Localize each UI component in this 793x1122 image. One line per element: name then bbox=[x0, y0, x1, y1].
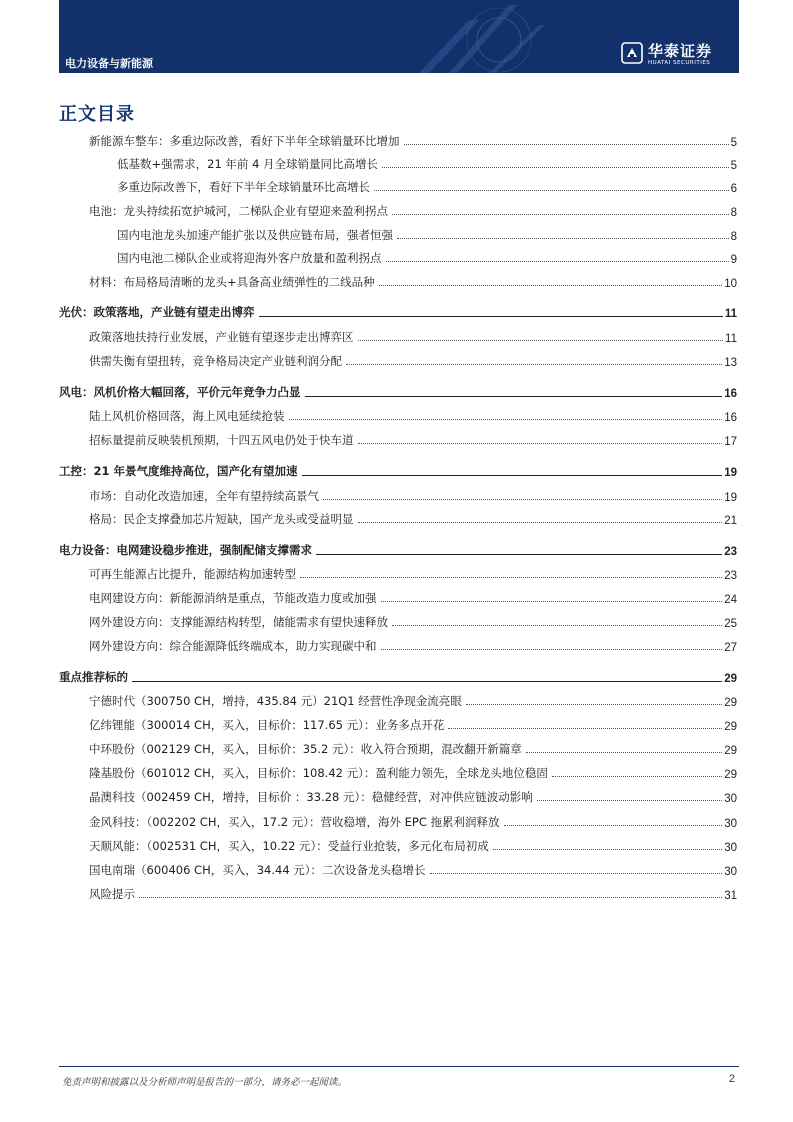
toc-entry[interactable] bbox=[89, 634, 737, 654]
toc-leader-dots bbox=[386, 261, 729, 262]
toc-entry[interactable] bbox=[59, 380, 737, 400]
toc-entry-title: 工控：21 年景气度维持高位，国产化有望加速 bbox=[59, 464, 298, 478]
toc-entry-page: 19 bbox=[724, 492, 737, 504]
toc-entry[interactable] bbox=[89, 484, 737, 504]
toc-leader-dots bbox=[259, 316, 723, 317]
toc-leader-dots bbox=[526, 752, 722, 753]
brand-name-en: HUATAI SECURITIES bbox=[648, 60, 711, 66]
toc-entry-title: 招标量提前反映装机预期，十四五风电仍处于快车道 bbox=[89, 433, 354, 447]
toc-entry-page: 11 bbox=[725, 333, 737, 345]
toc-entry-page: 27 bbox=[724, 642, 737, 654]
toc-entry[interactable] bbox=[59, 665, 737, 685]
toc-entry-title: 国内电池龙头加速产能扩张以及供应链布局，强者恒强 bbox=[117, 228, 393, 242]
toc-entry[interactable] bbox=[89, 199, 737, 219]
toc-entry[interactable] bbox=[117, 246, 737, 266]
toc-entry-page: 10 bbox=[724, 278, 737, 290]
toc-entry-page: 29 bbox=[724, 697, 737, 709]
toc-entry[interactable] bbox=[89, 325, 737, 345]
toc-leader-dots bbox=[552, 776, 722, 777]
toc-leader-dots bbox=[289, 419, 723, 420]
toc-entry[interactable] bbox=[89, 785, 737, 805]
toc-entry-title: 中环股份（002129 CH，买入，目标价：35.2 元）：收入符合预期，混改翻开新篇章 bbox=[89, 742, 522, 756]
toc-leader-dots bbox=[379, 285, 723, 286]
toc-entry-title: 隆基股份（601012 CH，买入，目标价：108.42 元）：盈利能力领先，全球龙头地位稳固 bbox=[89, 766, 548, 780]
toc-leader-dots bbox=[305, 396, 723, 397]
toc-entry[interactable] bbox=[89, 349, 737, 369]
toc-leader-dots bbox=[358, 522, 723, 523]
toc-leader-dots bbox=[139, 897, 722, 898]
toc-entry[interactable] bbox=[89, 810, 737, 830]
toc-entry-title: 格局：民企支撑叠加芯片短缺，国产龙头或受益明显 bbox=[89, 512, 354, 526]
footer-divider bbox=[59, 1066, 739, 1067]
toc-entry[interactable] bbox=[89, 610, 737, 630]
report-section-label: 电力设备与新能源 bbox=[65, 57, 153, 70]
toc-entry-page: 17 bbox=[724, 436, 737, 448]
toc-entry-title: 电池：龙头持续拓宽护城河，二梯队企业有望迎来盈利拐点 bbox=[89, 204, 388, 218]
toc-entry[interactable] bbox=[89, 507, 737, 527]
toc-entry-page: 30 bbox=[724, 818, 737, 830]
toc-title: 正文目录 bbox=[59, 104, 135, 125]
toc-leader-dots bbox=[381, 649, 723, 650]
toc-entry-page: 8 bbox=[730, 207, 737, 219]
toc-entry[interactable] bbox=[89, 737, 737, 757]
toc-leader-dots bbox=[448, 728, 722, 729]
toc-entry-title: 网外建设方向：综合能源降低终端成本，助力实现碳中和 bbox=[89, 639, 377, 653]
toc-leader-dots bbox=[346, 364, 722, 365]
toc-entry[interactable] bbox=[89, 858, 737, 878]
toc-leader-dots bbox=[358, 340, 724, 341]
toc-leader-dots bbox=[358, 443, 723, 444]
toc-entry[interactable] bbox=[89, 713, 737, 733]
toc-entry-title: 重点推荐标的 bbox=[59, 670, 128, 684]
toc-entry-page: 8 bbox=[730, 231, 737, 243]
toc-entry-title: 网外建设方向：支撑能源结构转型，储能需求有望快速释放 bbox=[89, 615, 388, 629]
toc-entry-title: 新能源车整车：多重边际改善，看好下半年全球销量环比增加 bbox=[89, 134, 400, 148]
toc-entry[interactable] bbox=[89, 404, 737, 424]
toc-entry[interactable] bbox=[59, 300, 737, 320]
toc-entry-page: 13 bbox=[724, 357, 737, 369]
toc-leader-dots bbox=[397, 238, 729, 239]
toc-entry[interactable] bbox=[59, 459, 737, 479]
toc-entry-title: 晶澳科技（002459 CH，增持，目标价 ：33.28 元）：稳健经营，对冲供应链波动影响 bbox=[89, 790, 533, 804]
toc-entry-page: 5 bbox=[730, 137, 737, 149]
toc-entry[interactable] bbox=[89, 834, 737, 854]
toc-leader-dots bbox=[392, 625, 722, 626]
toc-entry-title: 国内电池二梯队企业或将迎海外客户放量和盈利拐点 bbox=[117, 251, 382, 265]
toc-leader-dots bbox=[374, 190, 729, 191]
toc-entry[interactable] bbox=[117, 152, 737, 172]
toc-entry[interactable] bbox=[117, 223, 737, 243]
toc-entry[interactable] bbox=[89, 882, 737, 902]
toc-entry[interactable] bbox=[117, 175, 737, 195]
toc-entry[interactable] bbox=[89, 270, 737, 290]
toc-leader-dots bbox=[537, 800, 722, 801]
toc-entry-title: 天顺风能：（002531 CH，买入，10.22 元）：受益行业抢装，多元化布局初成 bbox=[89, 839, 489, 853]
toc-entry-page: 30 bbox=[724, 793, 737, 805]
toc-leader-dots bbox=[493, 849, 722, 850]
toc-entry[interactable] bbox=[89, 761, 737, 781]
toc-leader-dots bbox=[323, 499, 722, 500]
toc-entry-page: 23 bbox=[724, 546, 737, 558]
toc-leader-dots bbox=[381, 601, 723, 602]
toc-entry-page: 6 bbox=[730, 183, 737, 195]
toc-entry[interactable] bbox=[89, 428, 737, 448]
brand-name-cn: 华泰证券 bbox=[648, 42, 713, 60]
toc-entry-title: 供需失衡有望扭转，竞争格局决定产业链利润分配 bbox=[89, 354, 342, 368]
toc-entry[interactable] bbox=[89, 129, 737, 149]
toc-entry-page: 29 bbox=[724, 721, 737, 733]
toc-entry-title: 陆上风机价格回落，海上风电延续抢装 bbox=[89, 409, 285, 423]
toc-entry-title: 市场：自动化改造加速，全年有望持续高景气 bbox=[89, 489, 319, 503]
toc-leader-dots bbox=[430, 873, 723, 874]
toc-entry-page: 30 bbox=[724, 842, 737, 854]
toc-leader-dots bbox=[300, 577, 722, 578]
toc-leader-dots bbox=[316, 554, 722, 555]
toc-entry-page: 9 bbox=[730, 254, 737, 266]
toc-entry-title: 可再生能源占比提升，能源结构加速转型 bbox=[89, 567, 296, 581]
toc-leader-dots bbox=[504, 825, 723, 826]
toc-entry-title: 金风科技：（002202 CH，买入，17.2 元）：营收稳增，海外 EPC 拖累利润释放 bbox=[89, 815, 500, 829]
toc-entry-page: 19 bbox=[724, 467, 737, 479]
toc-entry-page: 11 bbox=[724, 308, 737, 320]
toc-entry-title: 低基数+强需求，21 年前 4 月全球销量同比高增长 bbox=[117, 157, 379, 171]
toc-entry-page: 30 bbox=[724, 866, 737, 878]
toc-leader-dots bbox=[382, 167, 729, 168]
footer-disclaimer: 免责声明和披露以及分析师声明是报告的一部分，请务必一起阅读。 bbox=[62, 1077, 348, 1088]
toc-leader-dots bbox=[404, 144, 729, 145]
toc-entry-page: 29 bbox=[724, 769, 737, 781]
toc-entry-title: 风电：风机价格大幅回落，平价元年竞争力凸显 bbox=[59, 385, 301, 399]
toc-entry-page: 5 bbox=[730, 160, 737, 172]
toc-entry-page: 29 bbox=[724, 745, 737, 757]
toc-entry-page: 16 bbox=[724, 412, 737, 424]
toc-entry-title: 风险提示 bbox=[89, 887, 135, 901]
toc-leader-dots bbox=[302, 475, 723, 476]
toc-entry-page: 23 bbox=[724, 570, 737, 582]
toc-entry[interactable] bbox=[89, 689, 737, 709]
toc-entry-title: 光伏：政策落地，产业链有望走出博弈 bbox=[59, 305, 255, 319]
toc-leader-dots bbox=[132, 681, 722, 682]
toc-entry[interactable] bbox=[59, 538, 737, 558]
toc-entry-title: 电力设备：电网建设稳步推进，强制配储支撑需求 bbox=[59, 543, 312, 557]
toc-leader-dots bbox=[392, 214, 729, 215]
toc-entry-page: 21 bbox=[724, 515, 737, 527]
toc-entry-title: 宁德时代（300750 CH，增持，435.84 元）21Q1 经营性净现金流亮眼 bbox=[89, 694, 462, 708]
toc-leader-dots bbox=[466, 704, 722, 705]
toc-entry-title: 政策落地扶持行业发展，产业链有望逐步走出博弈区 bbox=[89, 330, 354, 344]
toc-entry-page: 25 bbox=[724, 618, 737, 630]
toc-entry-page: 31 bbox=[724, 890, 737, 902]
toc-entry-title: 电网建设方向：新能源消纳是重点，节能改造力度或加强 bbox=[89, 591, 377, 605]
toc-entry-title: 国电南瑞（600406 CH，买入，34.44 元）：二次设备龙头稳增长 bbox=[89, 863, 426, 877]
toc-entry-page: 24 bbox=[724, 594, 737, 606]
toc-entry-title: 多重边际改善下，看好下半年全球销量环比高增长 bbox=[117, 180, 370, 194]
toc-entry-page: 16 bbox=[724, 388, 737, 400]
toc-entry[interactable] bbox=[89, 562, 737, 582]
toc-entry-page: 29 bbox=[724, 673, 737, 685]
toc-entry-title: 材料：布局格局清晰的龙头+具备高业绩弹性的二线品种 bbox=[89, 275, 375, 289]
page-number: 2 bbox=[728, 1073, 735, 1085]
toc-entry[interactable] bbox=[89, 586, 737, 606]
toc-entry-title: 亿纬锂能（300014 CH，买入，目标价：117.65 元）：业务多点开花 bbox=[89, 718, 445, 732]
